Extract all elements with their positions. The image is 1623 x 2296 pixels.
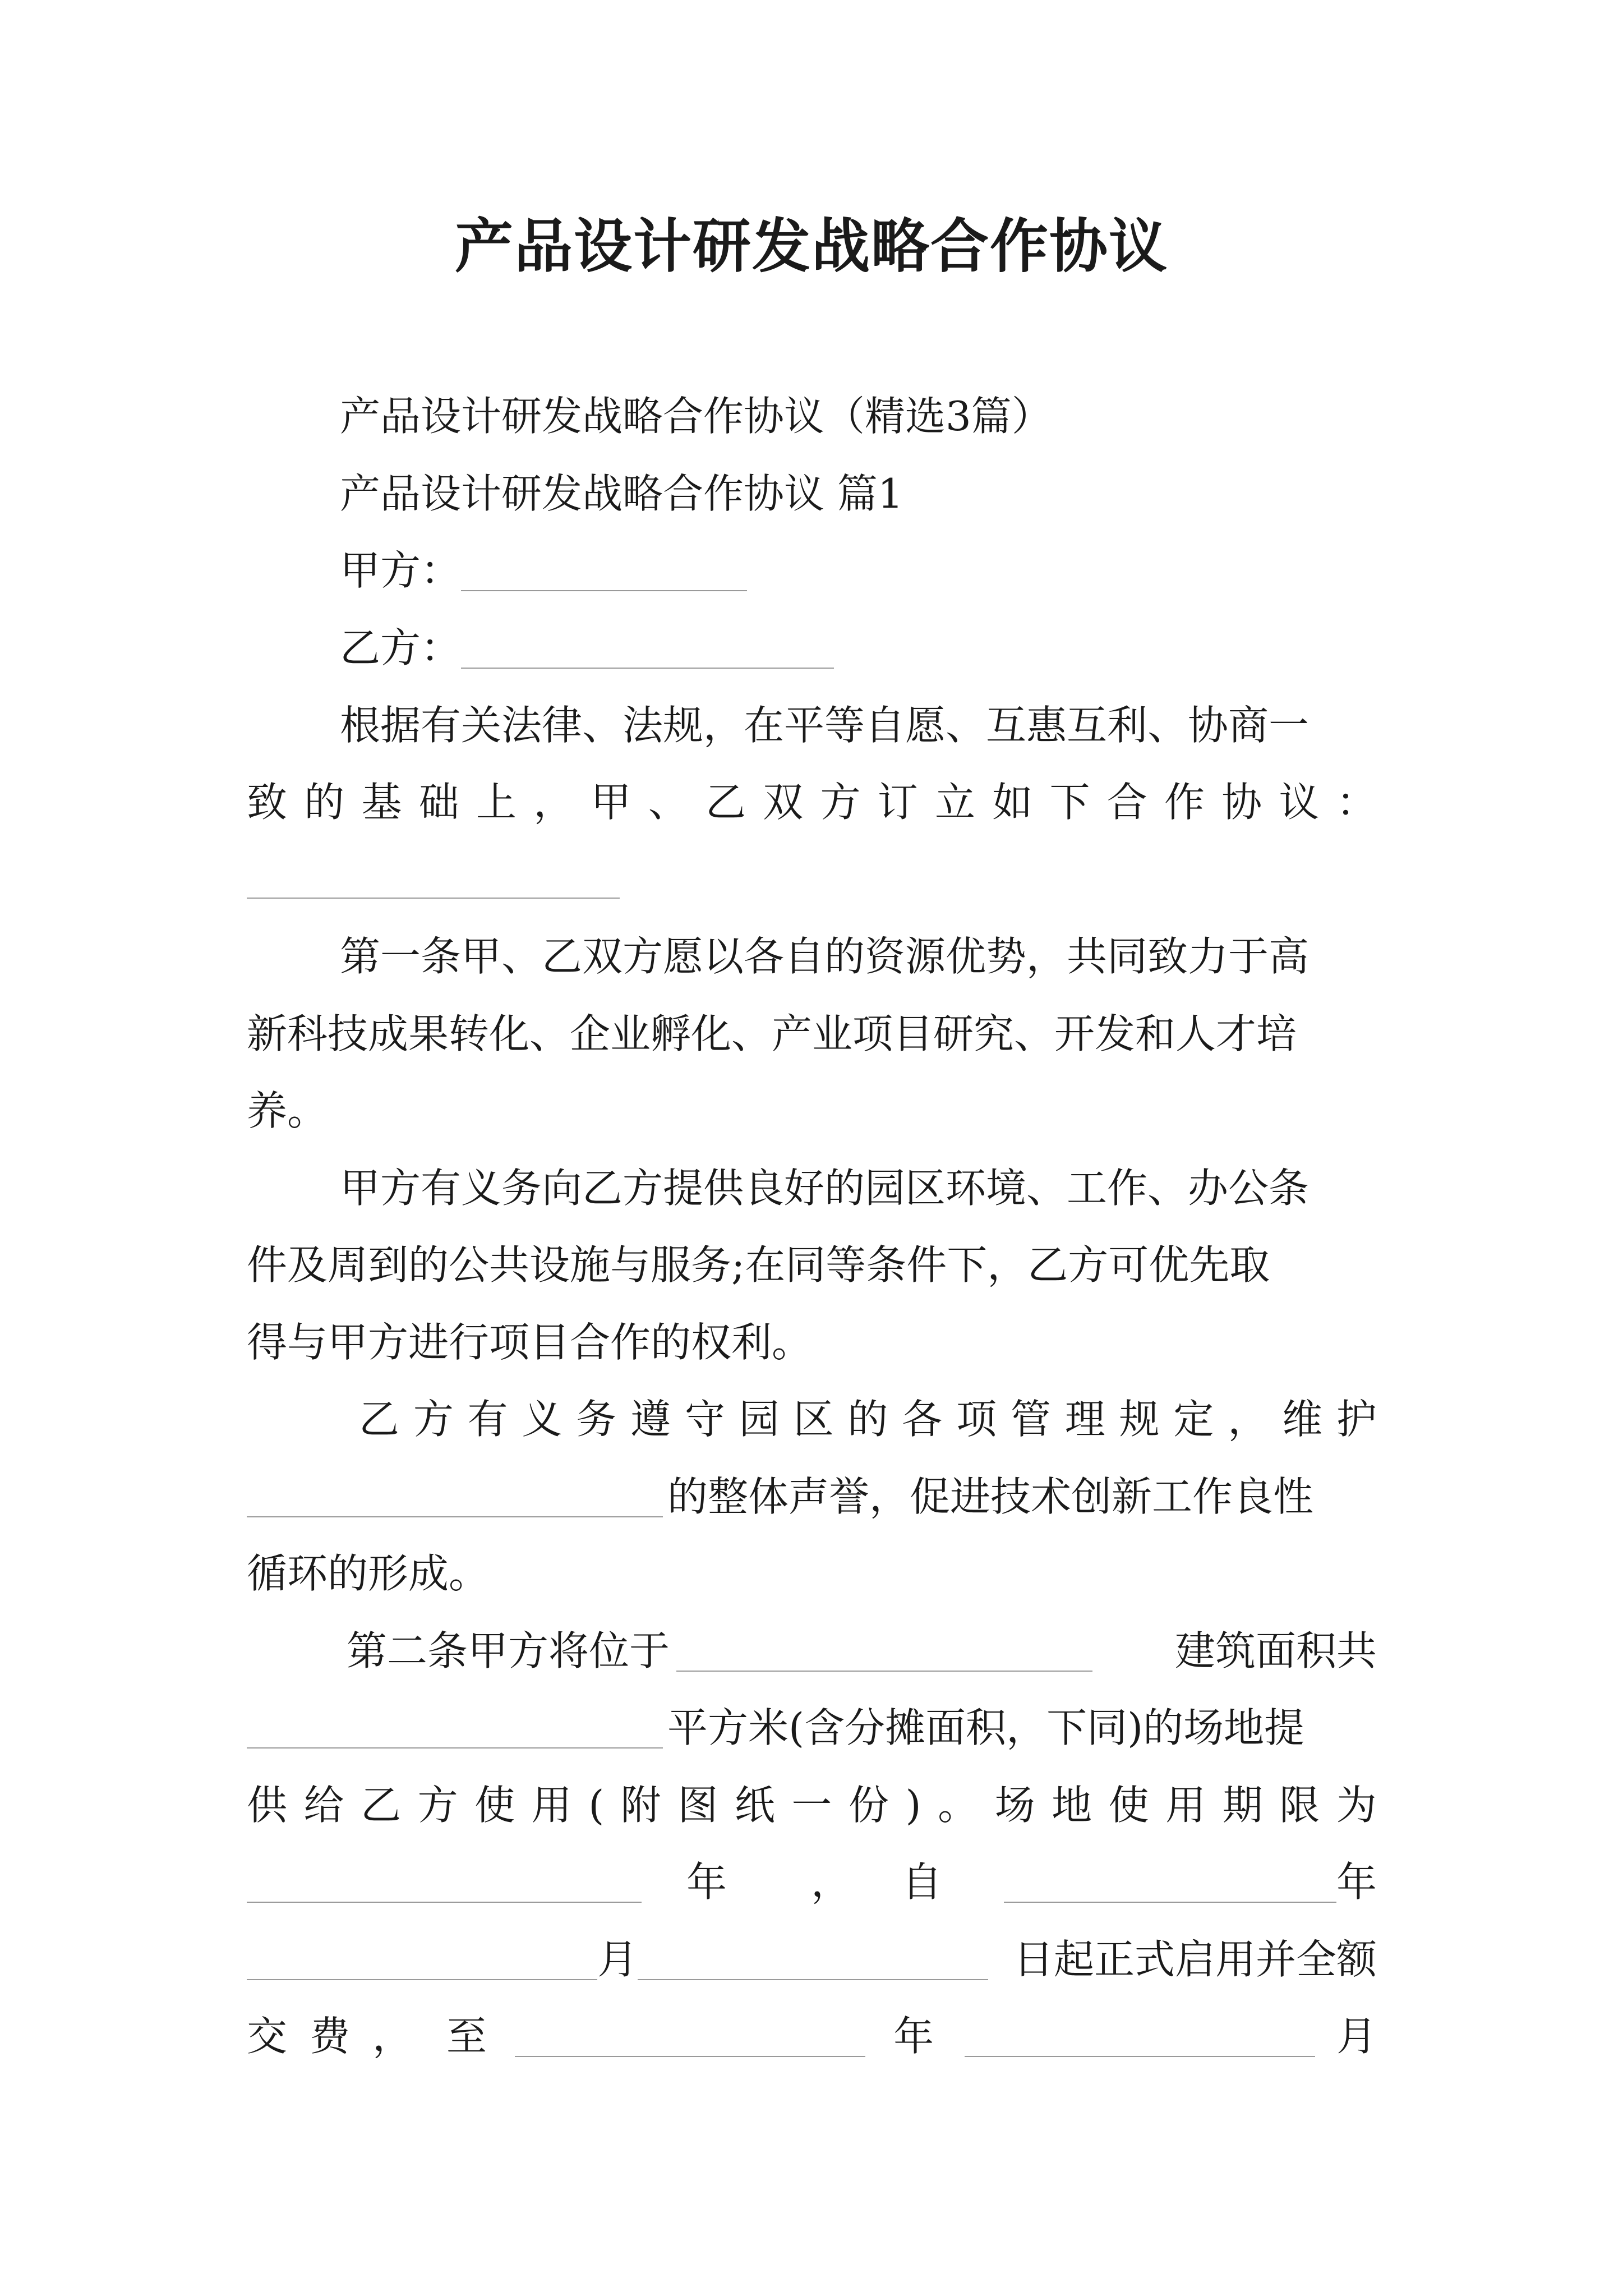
intro2-char: 议	[1279, 779, 1320, 826]
intro-line-1: 根据有关法律、法规，在平等自愿、互惠互利、协商一	[340, 702, 1310, 749]
dutyB1-char: 方	[413, 1396, 454, 1443]
intro2-char: 乙	[706, 779, 746, 826]
intro2-char: 作	[1164, 779, 1205, 826]
party-b-line	[340, 617, 1377, 679]
art2l3-char: 。	[938, 1782, 979, 1829]
dutyB1-char: 管	[1010, 1396, 1051, 1443]
intro2-char: 合	[1106, 779, 1147, 826]
art2l3-char: 附	[620, 1782, 661, 1829]
art2l3-char: 用	[531, 1782, 572, 1829]
art2l3-char: 供	[247, 1782, 288, 1829]
month-label-2: 月	[1336, 2013, 1377, 2060]
intro2-char: 、	[648, 779, 689, 826]
party-b-label: 乙方：	[340, 624, 462, 671]
art2l3-char: 方	[417, 1782, 458, 1829]
art2l3-char: 乙	[361, 1782, 402, 1829]
article2-line-5-text: 日起正式启用并全额	[1013, 1936, 1377, 1983]
year-label-2: 年	[1336, 1858, 1377, 1906]
art2l3-char: 限	[1279, 1782, 1320, 1829]
intro-line-2	[247, 771, 1377, 833]
to-label: 至	[446, 2013, 487, 2060]
intro2-char: ，	[533, 779, 574, 826]
dutyB1-char: 务	[576, 1396, 617, 1443]
org-name-blank	[247, 1478, 663, 1517]
article2-line-1-b: 建筑面积共	[1174, 1627, 1377, 1674]
intro2-char: 下	[1049, 779, 1090, 826]
intro2-char: 上	[476, 779, 517, 826]
party-b-blank	[461, 629, 834, 669]
subtitle: 产品设计研发战略合作协议（精选3篇）	[340, 393, 1052, 440]
article1-line-2: 新科技成果转化、企业孵化、产业项目研究、开发和人才培	[247, 1010, 1297, 1057]
dutyB1-char: 项	[956, 1396, 997, 1443]
location-blank	[676, 1632, 1092, 1672]
dutyB1-char: 定	[1173, 1396, 1214, 1443]
intro2-char: 的	[304, 779, 345, 826]
art2l3-char: 用	[1165, 1782, 1206, 1829]
party-a-line	[340, 540, 1377, 601]
pay-char-2: 费	[310, 2013, 351, 2060]
art2l3-char: (	[588, 1782, 605, 1829]
art2l3-char: 一	[791, 1782, 832, 1829]
article1-line-3: 养。	[247, 1087, 328, 1134]
art2l3-char: 图	[677, 1782, 718, 1829]
intro2-char: 基	[361, 779, 402, 826]
intro2-char: 方	[820, 779, 861, 826]
duty-b-line-2	[247, 1466, 1377, 1527]
intro2-char: 甲	[591, 779, 631, 826]
article1-line-1: 第一条甲、乙双方愿以各自的资源优势，共同致力于高	[340, 933, 1310, 980]
dutyB1-char: 护	[1336, 1396, 1377, 1443]
intro2-char: 协	[1221, 779, 1262, 826]
party-a-blank	[461, 552, 747, 591]
intro2-char: 如	[992, 779, 1033, 826]
article2-line-2-text: 平方米(含分摊面积，下同)的场地提	[667, 1704, 1305, 1751]
start-year-blank	[1004, 1864, 1336, 1903]
term-years-blank	[247, 1864, 642, 1903]
dutyB1-char: 理	[1064, 1396, 1105, 1443]
art2l3-char: 份	[848, 1782, 889, 1829]
art2l3-char: 给	[303, 1782, 344, 1829]
dutyB1-char: 各	[902, 1396, 943, 1443]
duty-b-line-2-text: 的整体声誉，促进技术创新工作良性	[667, 1473, 1314, 1520]
art2l3-char: 使	[1108, 1782, 1149, 1829]
duty-a-line-1: 甲方有义务向乙方提供良好的园区环境、工作、办公条	[340, 1165, 1310, 1212]
duty-a-line-3: 得与甲方进行项目合作的权利。	[247, 1319, 813, 1366]
start-month-blank	[247, 1941, 597, 1980]
intro2-char: 立	[935, 779, 976, 826]
duty-b-line-3: 循环的形成。	[247, 1550, 490, 1597]
comma: ，	[810, 1858, 851, 1906]
dutyB1-char: 的	[847, 1396, 888, 1443]
intro2-char: 致	[247, 779, 288, 826]
dutyB1-char: 维	[1282, 1396, 1323, 1443]
month-label: 月	[597, 1936, 638, 1983]
end-month-blank	[965, 2018, 1315, 2057]
duty-a-line-2: 件及周到的公共设施与服务;在同等条件下，乙方可优先取	[247, 1241, 1270, 1289]
dutyB1-char: 规	[1119, 1396, 1160, 1443]
dutyB1-char: 乙	[359, 1396, 400, 1443]
intro2-char: 订	[877, 779, 918, 826]
duty-b-line-1	[359, 1388, 1377, 1450]
article2-line-2	[247, 1697, 1377, 1759]
article2-line-4	[247, 1851, 1377, 1913]
end-year-blank	[515, 2018, 865, 2057]
party-a-label: 甲方：	[340, 547, 462, 594]
dutyB1-char: 义	[522, 1396, 562, 1443]
year-label-3: 年	[893, 2013, 934, 2060]
art2l3-char: 场	[994, 1782, 1035, 1829]
article2-line-1	[347, 1620, 1377, 1682]
article2-line-3	[247, 1774, 1377, 1836]
art2l3-char: 为	[1336, 1782, 1377, 1829]
comma-2: ，	[372, 2013, 413, 2060]
article2-line-1-a: 第二条甲方将位于	[347, 1627, 670, 1674]
document-title: 产品设计研发战略合作协议	[454, 211, 1168, 280]
dutyB1-char: 区	[793, 1396, 834, 1443]
year-label: 年	[686, 1858, 727, 1906]
art2l3-char: 地	[1052, 1782, 1092, 1829]
start-day-blank	[638, 1941, 988, 1980]
dutyB1-char: 守	[684, 1396, 725, 1443]
art2l3-char: 期	[1222, 1782, 1263, 1829]
article2-line-6	[247, 2005, 1377, 2067]
art2l3-char: 使	[474, 1782, 515, 1829]
area-blank	[247, 1709, 663, 1749]
intro-blank	[247, 898, 620, 899]
intro2-char: 双	[763, 779, 804, 826]
dutyB1-char: 有	[467, 1396, 508, 1443]
art2l3-char: 纸	[734, 1782, 775, 1829]
dutyB1-char: 园	[739, 1396, 780, 1443]
dutyB1-char: ，	[1228, 1396, 1269, 1443]
dutyB1-char: 遵	[630, 1396, 671, 1443]
article2-line-5	[247, 1929, 1377, 1990]
part-heading: 产品设计研发战略合作协议 篇1	[340, 470, 903, 517]
pay-char-1: 交	[247, 2013, 288, 2060]
intro2-char: ：	[1336, 779, 1377, 826]
intro2-char: 础	[418, 779, 459, 826]
from-label: 自	[902, 1858, 943, 1906]
art2l3-char: )	[905, 1782, 921, 1829]
